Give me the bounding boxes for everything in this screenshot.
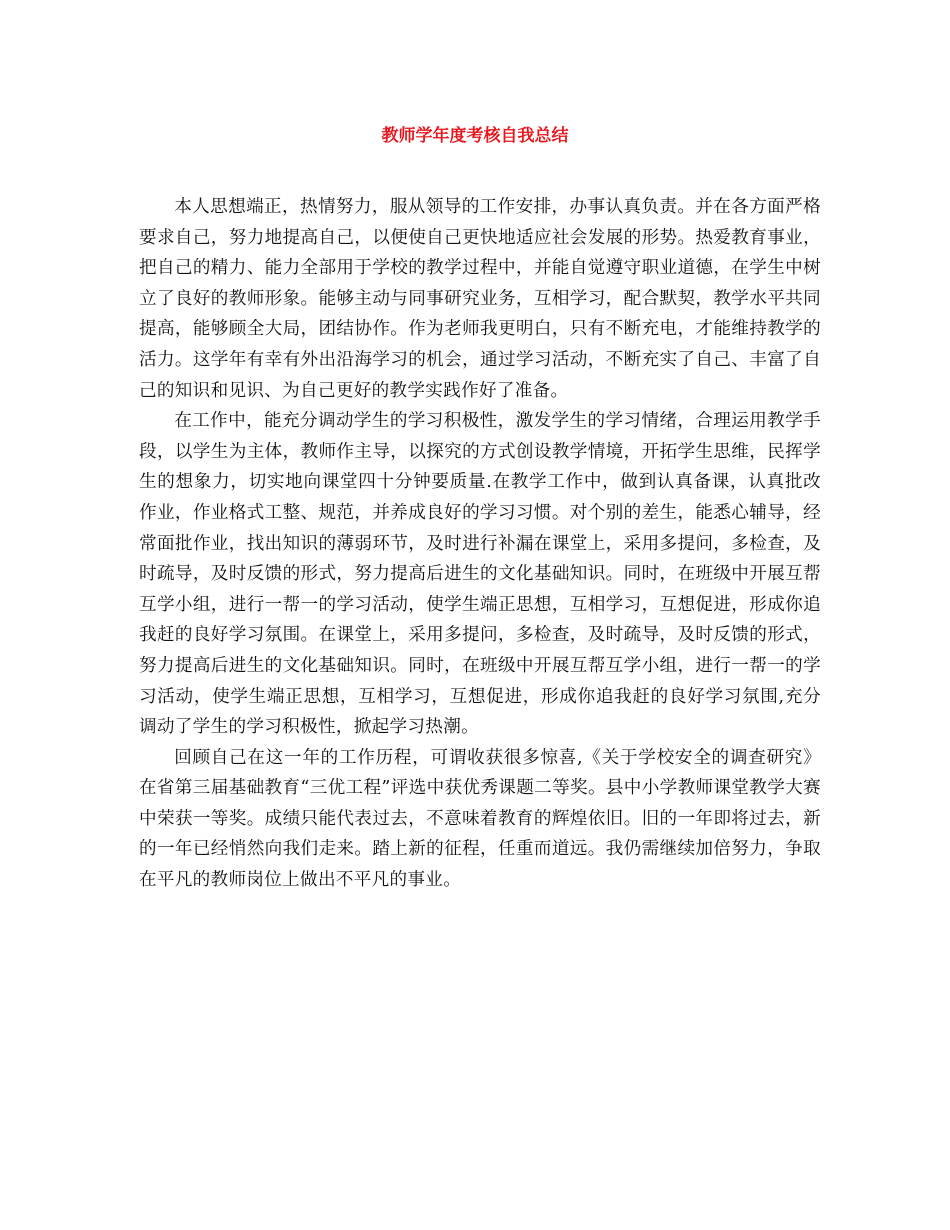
paragraph-1: 本人思想端正，热情努力，服从领导的工作安排，办事认真负责。并在各方面严格要求自己，努力地提高自己，以便使自己更快地适应社会发展的形势。热爱教育事业，把自己的精力、能力全部用于学校的教学过程中，并能自觉遵守职业道德，在学生中树立了良好的教师形象。能够主动与同事研究业务，互相学习，配合默契，教学水平共同提高，能够顾全大局，团结协作。作为老师我更明白，只有不断充电，才能维持教学的活力。这学年有幸有外出沿海学习的机会，通过学习活动，不断充实了自己、丰富了自己的知识和见识、为自己更好的教学实践作好了准备。 [139,197,821,401]
document-body [139,192,821,896]
page-title: 教师学年度考核自我总结 [381,126,569,146]
paragraph-2: 在工作中，能充分调动学生的学习积极性，激发学生的学习情绪，合理运用教学手段，以学生为主体，教师作主导，以探究的方式创设教学情境，开拓学生思维，民挥学生的想象力，切实地向课堂四十分钟要质量.在教学工作中，做到认真备课，认真批改作业，作业格式工整、规范，并养成良好的学习习惯。对个别的差生，能悉心辅导，经常面批作业，找出知识的薄弱环节，及时进行补漏在课堂上，采用多提问，多检查，及时疏导，及时反馈的形式，努力提高后进生的文化基础知识。同时，在班级中开展互帮互学小组，进行一帮一的学习活动，使学生端正思想，互相学习，互想促进，形成你追我赶的良好学习氛围。在课堂上，采用多提问，多检查，及时疏导，及时反馈的形式，努力提高后进生的文化基础知识。同时，在班级中开展互帮互学小组，进行一帮一的学习活动，使学生端正思想，互相学习，互想促进，形成你追我赶的良好学习氛围,充分调动了学生的学习积极性，掀起学习热潮。 [139,411,821,738]
paragraph-3: 回顾自己在这一年的工作历程，可谓收获很多惊喜,《关于学校安全的调查研究》在省第三届基础教育“三优工程”评选中获优秀课题二等奖。县中小学教师课堂教学大赛中荣获一等奖。成绩只能代表过去，不意味着教育的辉煌依旧。旧的一年即将过去，新的一年已经悄然向我们走来。踏上新的征程，任重而道远。我仍需继续加倍努力，争取在平凡的教师岗位上做出不平凡的事业。 [139,747,821,891]
